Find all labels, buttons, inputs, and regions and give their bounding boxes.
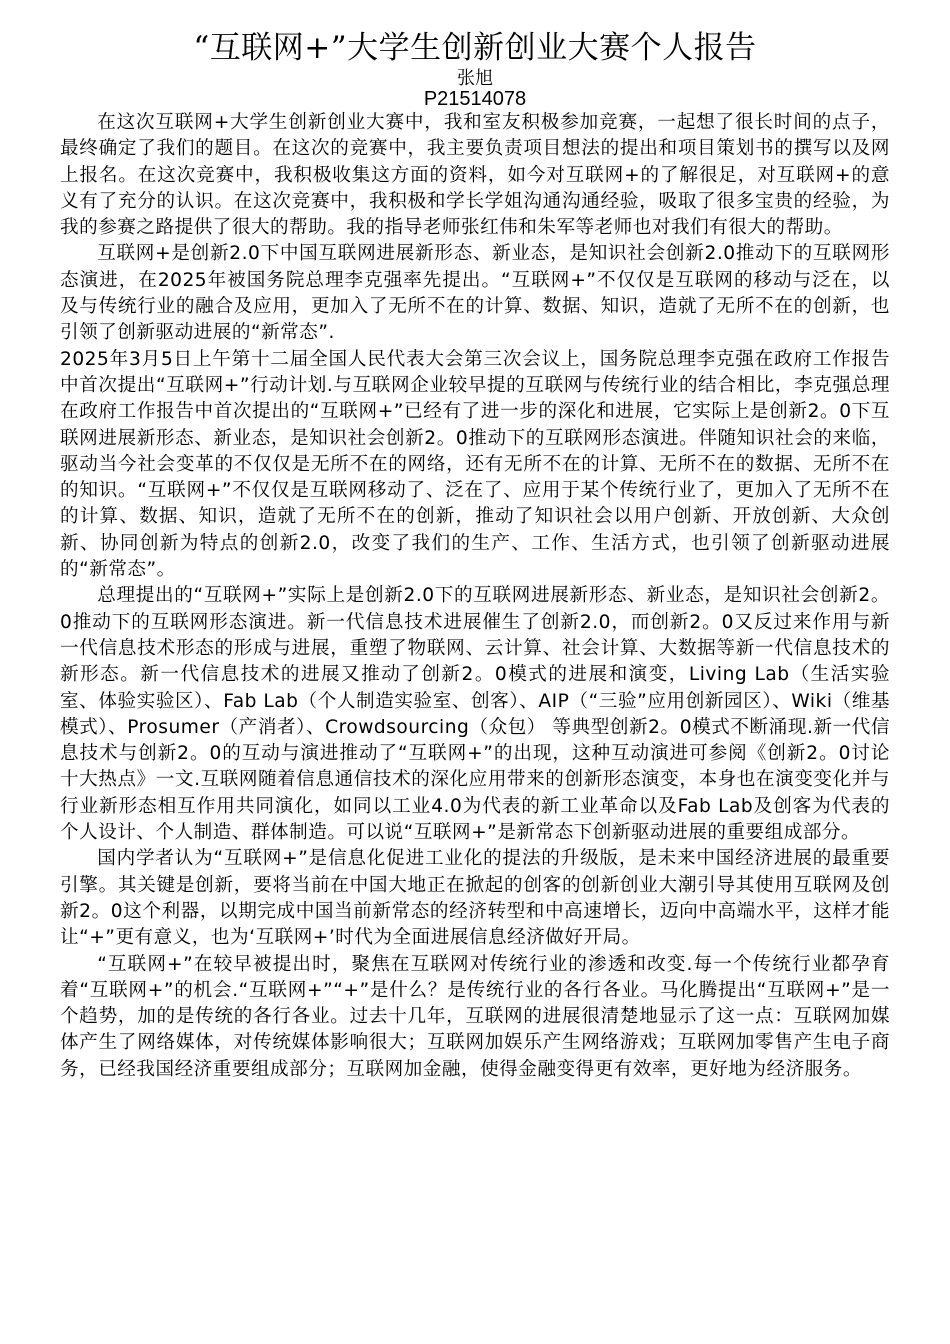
- document-body: [60, 110, 890, 1083]
- paragraph: 在这次互联网+大学生创新创业大赛中，我和室友积极参加竞赛，一起想了很长时间的点子，最终确定了我们的题目。在这次的竞赛中，我主要负责项目想法的提出和项目策划书的撰写以及网上报名。在这次竞赛中，我积极收集这方面的资料，如今对互联网+的了解很足，对互联网+的意义有了充分的认识。在这次竞赛中，我积极和学长学姐沟通沟通经验，吸取了很多宝贵的经验，为我的参赛之路提供了很大的帮助。我的指导老师张红伟和朱军等老师也对我们有很大的帮助。: [60, 112, 890, 239]
- paragraph: 总理提出的“互联网+”实际上是创新2.0下的互联网进展新形态、新业态，是知识社会创新2。0推动下的互联网形态演进。新一代信息技术进展催生了创新2.0，而创新2。0又反过来作用与新一代信息技术形态的形成与进展，重塑了物联网、云计算、社会计算、大数据等新一代信息技术的新形态。新一代信息技术的进展又推动了创新2。0模式的进展和演变，Living Lab（生活实验室、体验实验区）、Fab Lab（个人制造实验室、创客）、AIP（“三验”应用创新园区）、Wiki（维基模式）、Prosumer（产消者）、Crowdsourcing（众包） 等典型创新2。0模式不断涌现.新一代信息技术与创新2。0的互动与演进推动了“互联网+”的出现，这种互动演进可参阅《创新2。0讨论十大热点》一文.互联网随着信息通信技术的深化应用带来的创新形态演变，本身也在演变变化并与行业新形态相互作用共同演化，如同以工业4.0为代表的新工业革命以及Fab Lab及创客为代表的个人设计、个人制造、群体制造。可以说“互联网+”是新常态下创新驱动进展的重要组成部分。: [60, 585, 890, 844]
- paragraph: “互联网+”在较早被提出时，聚焦在互联网对传统行业的渗透和改变.每一个传统行业都孕育着“互联网+”的机会.“互联网+”“+”是什么？是传统行业的各行各业。马化腾提出“互联网+”是一个趋势，加的是传统的各行各业。过去十几年，互联网的进展很清楚地显示了这一点：互联网加媒体产生了网络媒体，对传统媒体影响很大；互联网加娱乐产生网络游戏；互联网加零售产生电子商务，已经我国经济重要组成部分；互联网加金融，使得金融变得更有效率，更好地为经济服务。: [60, 953, 890, 1080]
- paragraph: 2025年3月5日上午第十二届全国人民代表大会第三次会议上，国务院总理李克强在政府工作报告中首次提出“互联网+”行动计划.与互联网企业较早提的互联网与传统行业的结合相比，李克强总理在政府工作报告中首次提出的“互联网+”已经有了进一步的深化和进展，它实际上是创新2。0下互联网进展新形态、新业态，是知识社会创新2。0推动下的互联网形态演进。伴随知识社会的来临，驱动当今社会变革的不仅仅是无所不在的网络，还有无所不在的计算、无所不在的数据、无所不在的知识。“互联网+”不仅仅是互联网移动了、泛在了、应用于某个传统行业了，更加入了无所不在的计算、数据、知识，造就了无所不在的创新，推动了知识社会以用户创新、开放创新、大众创新、协同创新为特点的创新2.0，改变了我们的生产、工作、生活方式，也引领了创新驱动进展的“新常态”。: [60, 348, 890, 581]
- paragraph: 国内学者认为“互联网+”是信息化促进工业化的提法的升级版，是未来中国经济进展的最重要引擎。其关键是创新，要将当前在中国大地正在掀起的创客的创新创业大潮引导其使用互联网及创新2。0这个利器，以期完成中国当前新常态的经济转型和中高速增长，迈向中高端水平，这样才能让“+”更有意义，也为‘互联网+’时代为全面进展信息经济做好开局。: [60, 848, 890, 949]
- author-name: 张旭: [457, 68, 493, 89]
- student-id: P21514078: [423, 88, 527, 110]
- document-title: “互联网+”大学生创新创业大赛个人报告: [193, 30, 757, 66]
- paragraph: 互联网+是创新2.0下中国互联网进展新形态、新业态，是知识社会创新2.0推动下的互联网形态演进，在2025年被国务院总理李克强率先提出。“互联网+”不仅仅是互联网的移动与泛在，以及与传统行业的融合及应用，更加入了无所不在的计算、数据、知识，造就了无所不在的创新，也引领了创新驱动进展的“新常态”.: [60, 243, 890, 344]
